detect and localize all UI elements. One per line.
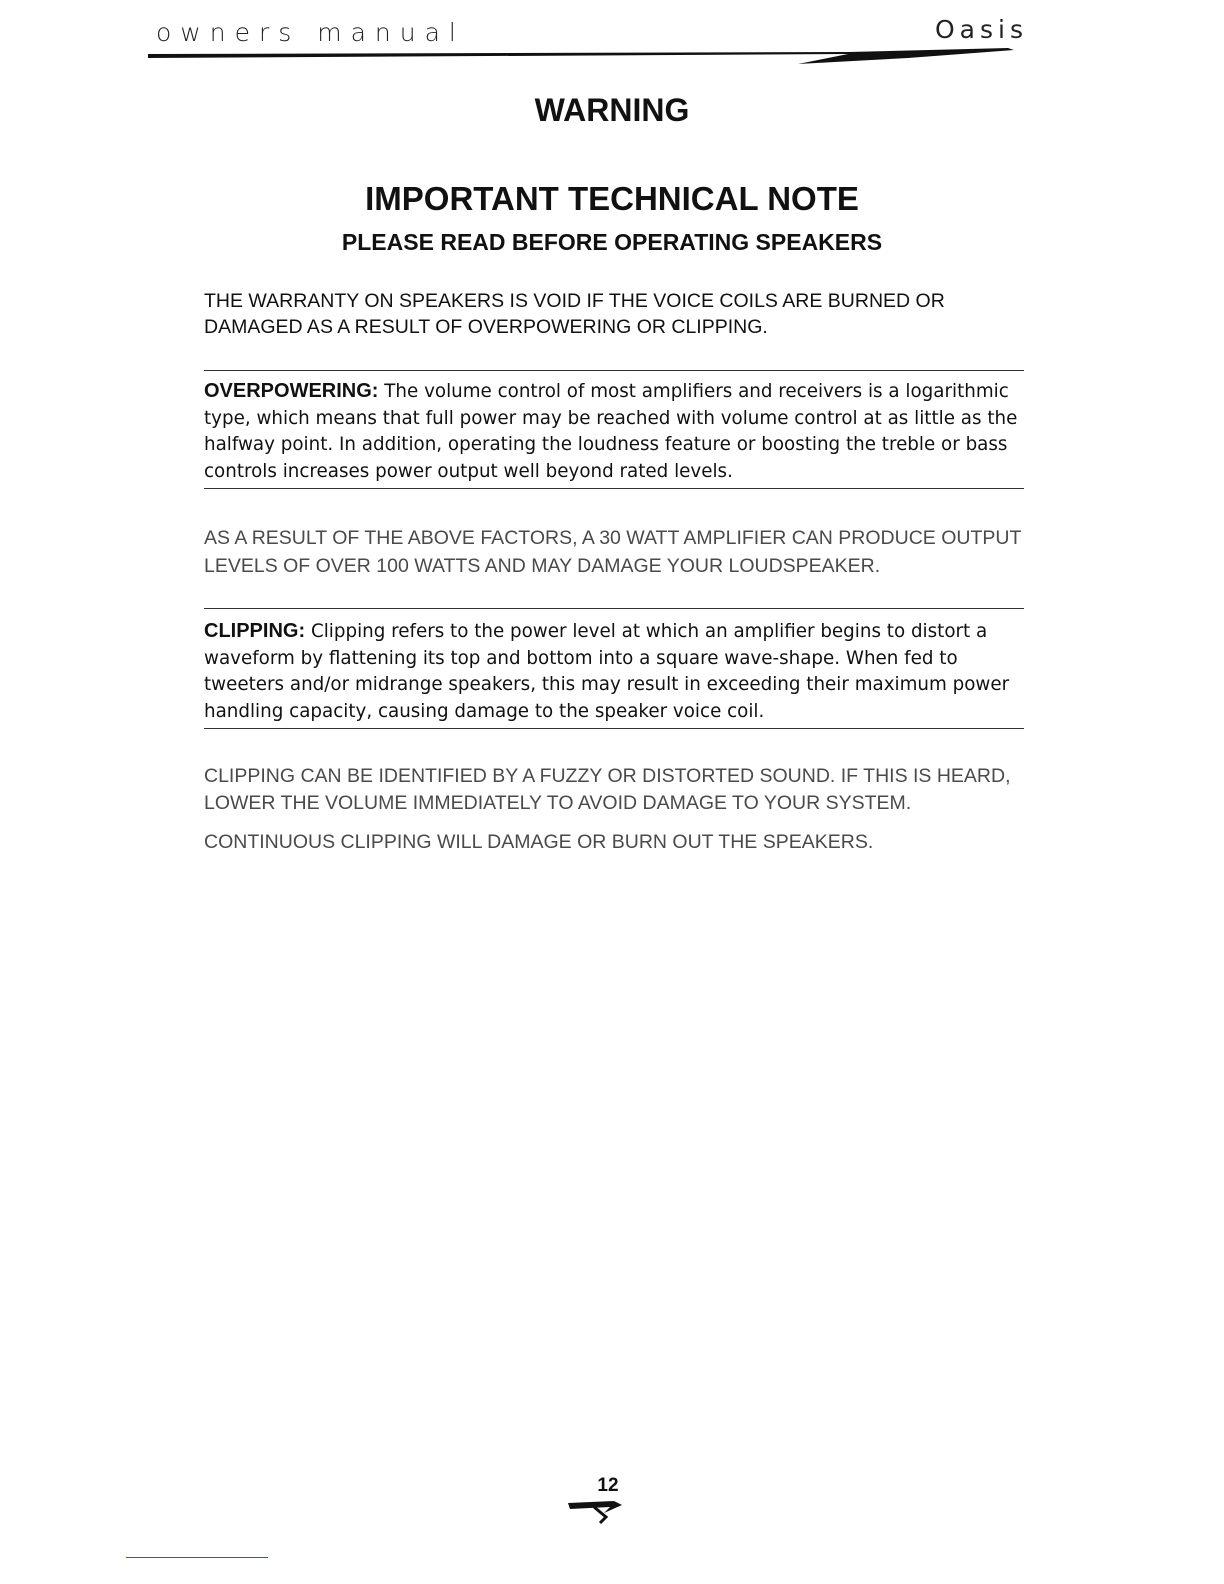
continuous-clipping-paragraph: CONTINUOUS CLIPPING WILL DAMAGE OR BURN OUT THE SPEAKERS. [204,831,874,853]
divider [204,370,1024,371]
note-subtitle: PLEASE READ BEFORE OPERATING SPEAKERS [341,229,883,255]
header-left-text: owners manual [156,18,465,47]
result-paragraph: AS A RESULT OF THE ABOVE FACTORS, A 30 WATT AMPLIFIER CAN PRODUCE OUTPUT LEVELS OF OVER 100 WATTS AND MAY DAMAGE YOUR LOUDSPEAKER. [204,527,1022,577]
divider [204,728,1024,729]
overpowering-label: OVERPOWERING: [204,380,379,402]
clipping-text: Clipping refers to the power level at which an amplifier begins to distort a waveform by flattening its top and bottom into a square wave-shape. When fed to tweeters and/or midrange speakers, this may result in exceeding their maximum power handling capacity, causing damage to the speaker voice coil. [204,621,1010,722]
clipping-warning-paragraph: CLIPPING CAN BE IDENTIFIED BY A FUZZY OR DISTORTED SOUND. IF THIS IS HEARD, LOWER THE VOLUME IMMEDIATELY TO AVOID DAMAGE TO YOUR SYSTEM. [204,765,1011,814]
overpowering-text: The volume control of most amplifiers and receivers is a logarithmic type, which means that full power may be reached with volume control at as little as the halfway point. In addition, operating the loudness feature or boosting the treble or bass controls increases power output well beyond rated levels. [204,381,1018,482]
divider [204,608,1024,609]
footer-link-underline [126,1557,268,1558]
overpowering-paragraph [204,378,1034,485]
clipping-label: CLIPPING: [204,620,306,642]
header-brand-text: Oasis [935,15,1028,44]
warning-title: WARNING [534,92,690,128]
note-title: IMPORTANT TECHNICAL NOTE [365,180,859,217]
warranty-paragraph: THE WARRANTY ON SPEAKERS IS VOID IF THE VOICE COILS ARE BURNED OR DAMAGED AS A RESULT OF OVERPOWERING OR CLIPPING. [204,290,945,338]
page-number: 12 [597,1475,619,1496]
header-rule [148,44,1028,74]
divider [204,488,1024,489]
page-arrow-icon [564,1493,626,1527]
clipping-paragraph [204,618,1034,725]
